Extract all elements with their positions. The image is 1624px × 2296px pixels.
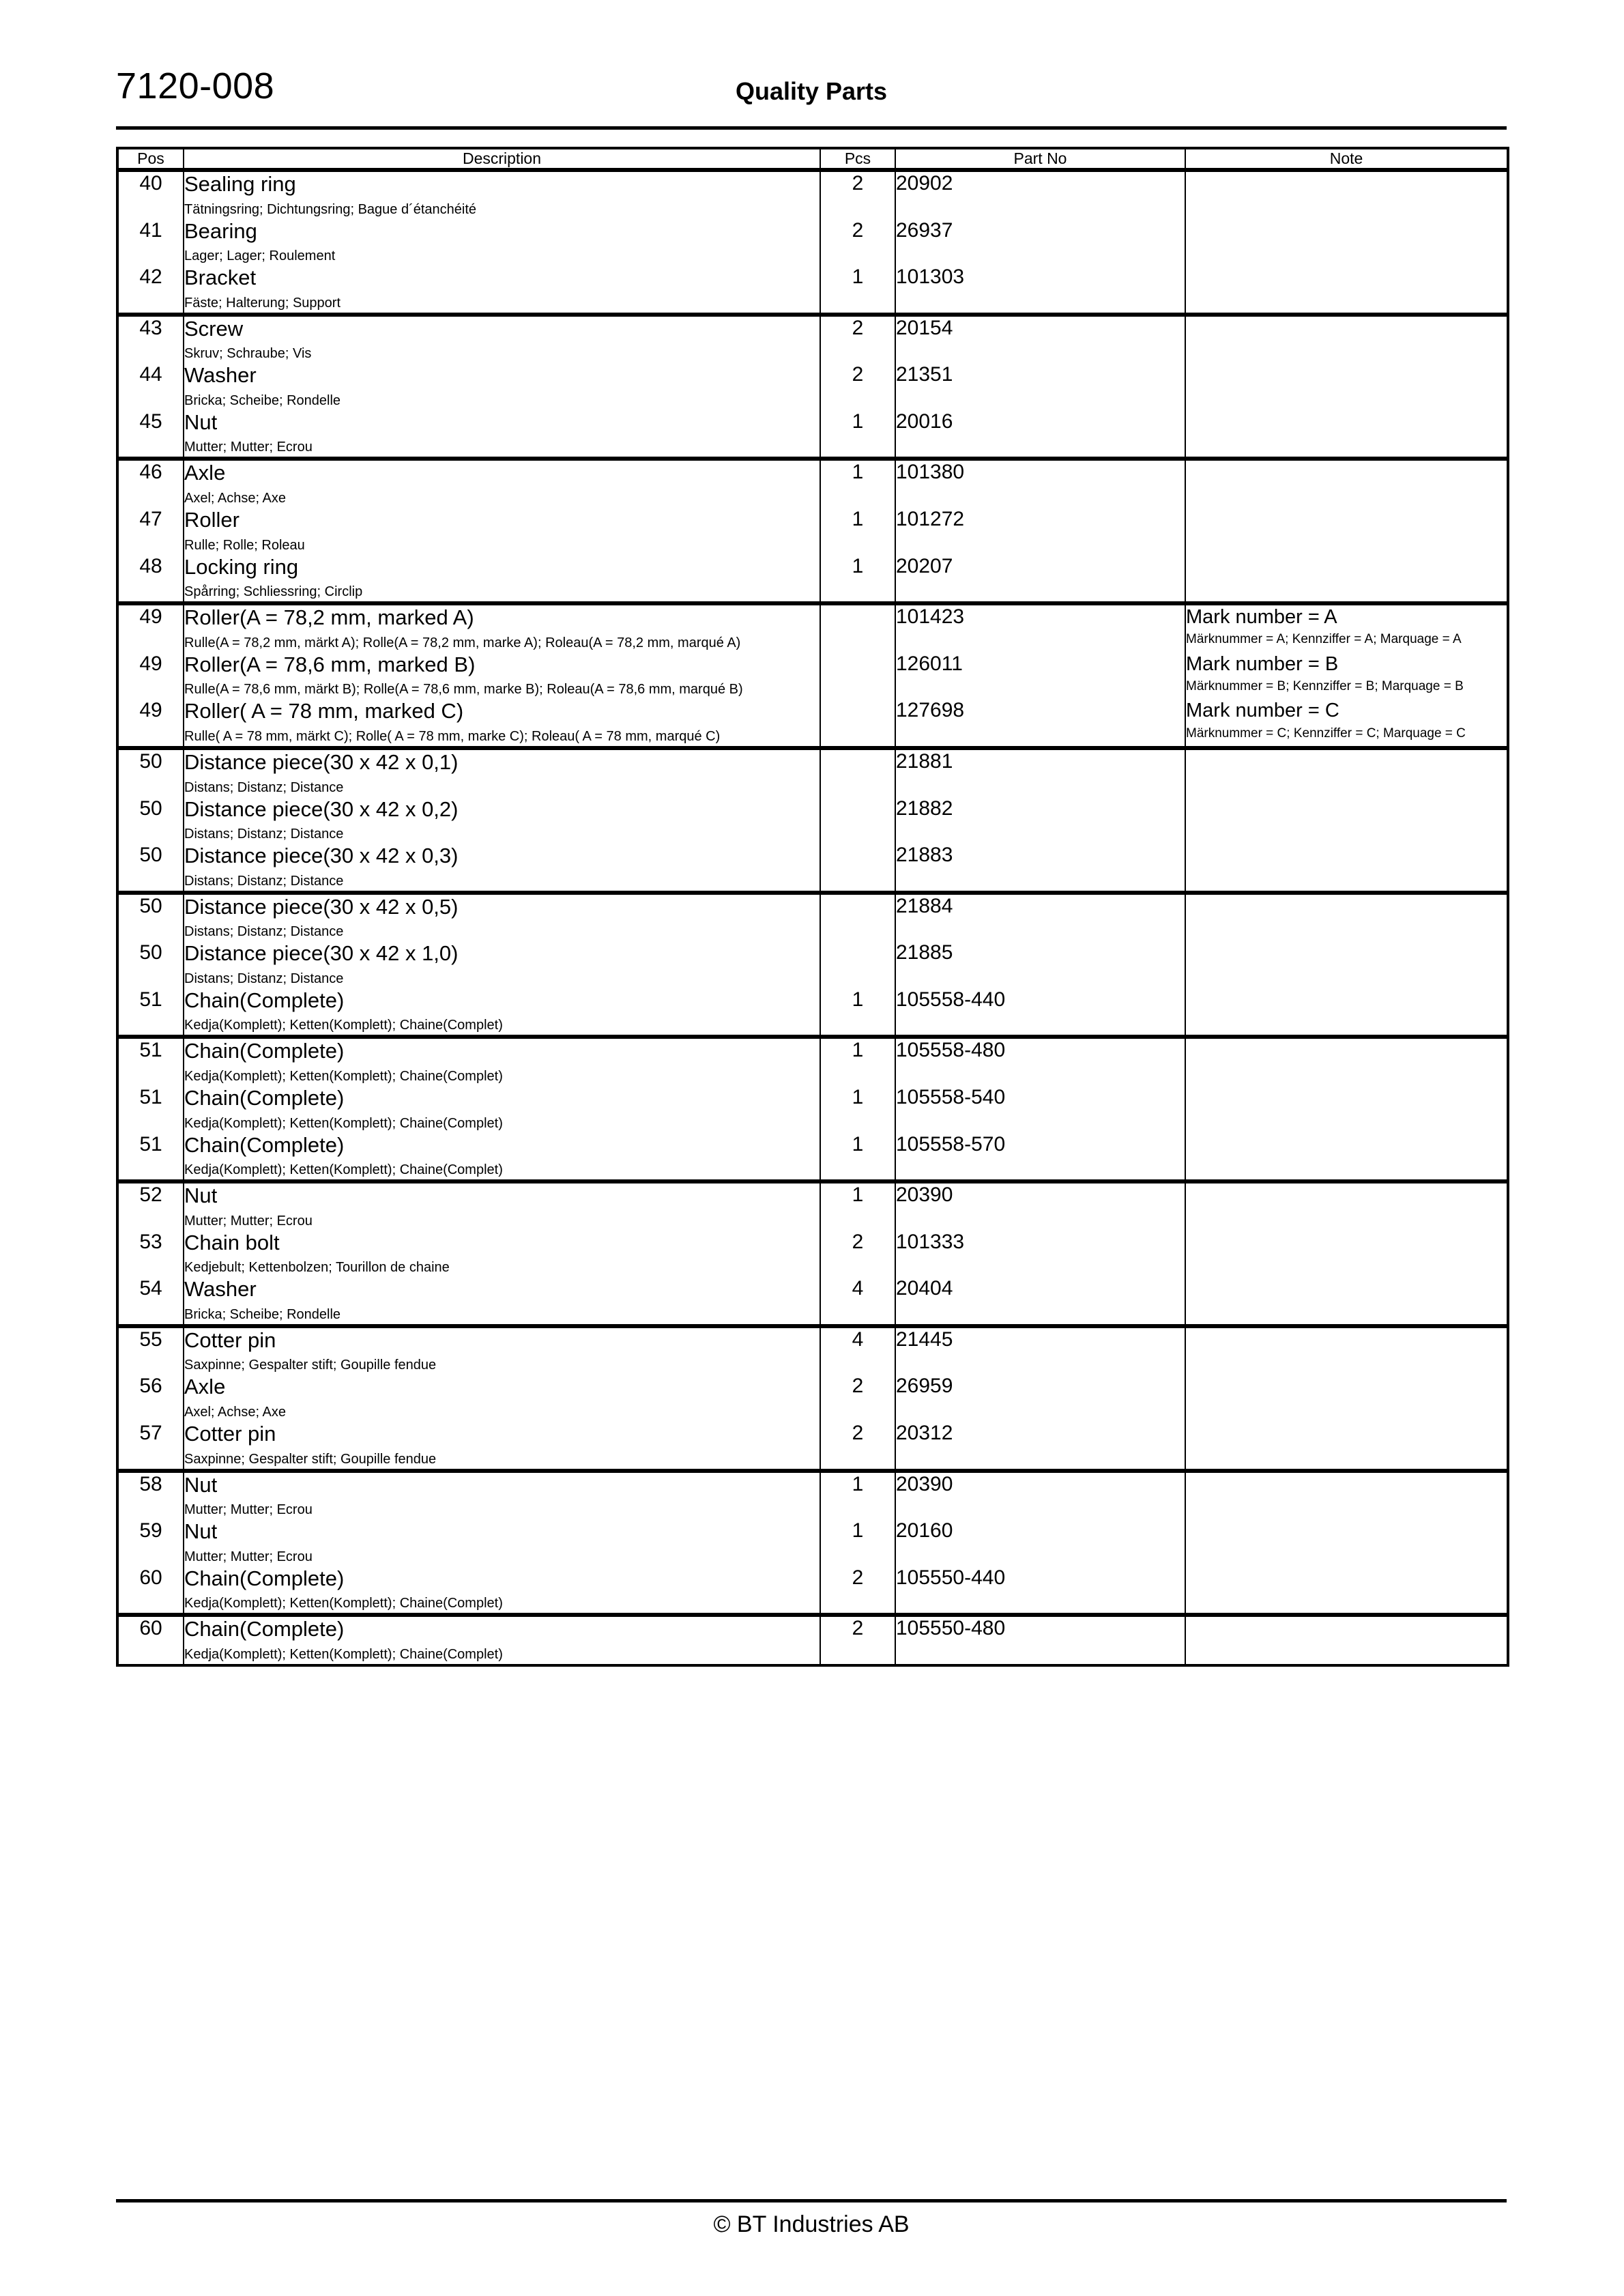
table-row <box>117 844 1508 893</box>
part-name-translations: Mutter; Mutter; Ecrou <box>184 1213 313 1229</box>
cell-pcs: 1 <box>820 508 895 555</box>
cell-description <box>184 266 820 315</box>
cell-description <box>184 363 820 410</box>
part-name-translations: Spårring; Schliessring; Circlip <box>184 584 363 600</box>
cell-position: 40 <box>117 170 184 219</box>
table-row <box>117 988 1508 1037</box>
table-row <box>117 459 1508 508</box>
table-row <box>117 1231 1508 1278</box>
part-name: Cotter pin <box>184 1422 276 1446</box>
cell-pcs: 1 <box>820 1086 895 1133</box>
cell-pcs: 2 <box>820 1231 895 1278</box>
cell-pcs: 1 <box>820 1471 895 1520</box>
part-name-translations: Kedja(Komplett); Ketten(Komplett); Chaine(Complet) <box>184 1162 503 1178</box>
cell-note <box>1185 555 1508 604</box>
cell-pcs: 1 <box>820 1519 895 1566</box>
cell-note <box>1185 1519 1508 1566</box>
page-title: Quality Parts <box>735 77 888 105</box>
cell-position: 49 <box>117 603 184 652</box>
table-row <box>117 797 1508 844</box>
part-name-translations: Distans; Distanz; Distance <box>184 971 344 986</box>
cell-pcs: 4 <box>820 1277 895 1326</box>
cell-part-number: 21881 <box>895 748 1185 797</box>
cell-note <box>1185 459 1508 508</box>
table-row <box>117 1037 1508 1086</box>
part-name: Washer <box>184 363 257 388</box>
cell-description <box>184 1133 820 1182</box>
part-name: Nut <box>184 1472 218 1497</box>
part-name: Roller(A = 78,6 mm, marked B) <box>184 652 476 676</box>
part-name: Sealing ring <box>184 172 296 196</box>
cell-pcs: 2 <box>820 315 895 364</box>
cell-note <box>1185 410 1508 459</box>
part-name-translations: Mutter; Mutter; Ecrou <box>184 1549 313 1564</box>
column-header-note: Note <box>1185 148 1508 170</box>
part-name: Axle <box>184 1375 226 1399</box>
column-header-description: Description <box>184 148 820 170</box>
table-row <box>117 266 1508 315</box>
cell-note <box>1185 1566 1508 1616</box>
part-name-translations: Axel; Achse; Axe <box>184 491 286 506</box>
table-row <box>117 1086 1508 1133</box>
table-row <box>117 893 1508 942</box>
cell-position: 54 <box>117 1277 184 1326</box>
footer-divider <box>116 2199 1507 2202</box>
part-name-translations: Rulle( A = 78 mm, märkt C); Rolle( A = 78 mm, marke C); Roleau( A = 78 mm, marqué C) <box>184 728 721 744</box>
part-name-translations: Rulle(A = 78,2 mm, märkt A); Rolle(A = 78,2 mm, marke A); Roleau(A = 78,2 mm, marqué A) <box>184 635 741 650</box>
cell-part-number: 21883 <box>895 844 1185 893</box>
cell-description <box>184 219 820 266</box>
cell-note <box>1185 170 1508 219</box>
part-name: Locking ring <box>184 554 299 579</box>
cell-position: 50 <box>117 797 184 844</box>
part-name: Chain(Complete) <box>184 1617 345 1641</box>
cell-note <box>1185 941 1508 988</box>
cell-part-number: 101303 <box>895 266 1185 315</box>
cell-position: 46 <box>117 459 184 508</box>
part-name: Screw <box>184 316 244 341</box>
part-name: Cotter pin <box>184 1328 276 1352</box>
cell-note <box>1185 1471 1508 1520</box>
cell-note <box>1185 1375 1508 1422</box>
cell-part-number: 21445 <box>895 1326 1185 1375</box>
cell-description <box>184 410 820 459</box>
cell-part-number: 20390 <box>895 1471 1185 1520</box>
note-translations: Märknummer = B; Kennziffer = B; Marquage = B <box>1186 679 1464 693</box>
cell-position: 49 <box>117 699 184 748</box>
cell-position: 43 <box>117 315 184 364</box>
cell-note <box>1185 603 1508 652</box>
cell-pcs: 1 <box>820 459 895 508</box>
part-name-translations: Lager; Lager; Roulement <box>184 248 336 264</box>
cell-note <box>1185 1086 1508 1133</box>
cell-position: 50 <box>117 844 184 893</box>
cell-note <box>1185 1181 1508 1231</box>
cell-position: 41 <box>117 219 184 266</box>
cell-pcs: 1 <box>820 988 895 1037</box>
cell-position: 47 <box>117 508 184 555</box>
part-name-translations: Axel; Achse; Axe <box>184 1405 286 1420</box>
cell-part-number: 21882 <box>895 797 1185 844</box>
cell-note <box>1185 1277 1508 1326</box>
part-name-translations: Bricka; Scheibe; Rondelle <box>184 1306 341 1322</box>
part-name: Nut <box>184 410 218 434</box>
cell-part-number: 105550-480 <box>895 1615 1185 1665</box>
cell-note <box>1185 1231 1508 1278</box>
column-header-pos: Pos <box>117 148 184 170</box>
table-row <box>117 1615 1508 1665</box>
cell-description <box>184 1422 820 1471</box>
cell-part-number: 101272 <box>895 508 1185 555</box>
cell-part-number: 26937 <box>895 219 1185 266</box>
cell-part-number: 105558-480 <box>895 1037 1185 1086</box>
cell-note <box>1185 797 1508 844</box>
part-name: Distance piece(30 x 42 x 0,2) <box>184 797 459 821</box>
table-row <box>117 1422 1508 1471</box>
table-row <box>117 1375 1508 1422</box>
cell-description <box>184 844 820 893</box>
cell-position: 50 <box>117 748 184 797</box>
cell-description <box>184 459 820 508</box>
cell-part-number: 105558-540 <box>895 1086 1185 1133</box>
cell-note <box>1185 748 1508 797</box>
cell-pcs: 1 <box>820 410 895 459</box>
part-name-translations: Kedja(Komplett); Ketten(Komplett); Chaine(Complet) <box>184 1596 503 1611</box>
cell-note <box>1185 315 1508 364</box>
cell-pcs <box>820 797 895 844</box>
part-name: Chain(Complete) <box>184 988 345 1012</box>
part-name-translations: Kedja(Komplett); Ketten(Komplett); Chaine(Complet) <box>184 1018 503 1033</box>
table-row <box>117 410 1508 459</box>
cell-description <box>184 1277 820 1326</box>
cell-part-number: 20390 <box>895 1181 1185 1231</box>
cell-pcs <box>820 893 895 942</box>
cell-note <box>1185 363 1508 410</box>
cell-description <box>184 748 820 797</box>
cell-pcs <box>820 844 895 893</box>
cell-part-number: 20902 <box>895 170 1185 219</box>
cell-pcs: 2 <box>820 1375 895 1422</box>
table-body <box>117 170 1508 1665</box>
cell-position: 51 <box>117 1086 184 1133</box>
footer-copyright: © BT Industries AB <box>713 2211 910 2237</box>
part-name-translations: Fäste; Halterung; Support <box>184 295 341 311</box>
cell-note <box>1185 893 1508 942</box>
cell-position: 44 <box>117 363 184 410</box>
part-name: Distance piece(30 x 42 x 0,5) <box>184 894 459 919</box>
table-row <box>117 219 1508 266</box>
part-name: Chain bolt <box>184 1230 280 1254</box>
table-row <box>117 1471 1508 1520</box>
cell-note <box>1185 652 1508 700</box>
cell-note <box>1185 1615 1508 1665</box>
cell-pcs: 2 <box>820 363 895 410</box>
cell-description <box>184 508 820 555</box>
cell-description <box>184 315 820 364</box>
cell-description <box>184 1326 820 1375</box>
cell-part-number: 26959 <box>895 1375 1185 1422</box>
part-name-translations: Rulle(A = 78,6 mm, märkt B); Rolle(A = 78,6 mm, marke B); Roleau(A = 78,6 mm, marqué B) <box>184 682 743 698</box>
part-name-translations: Mutter; Mutter; Ecrou <box>184 440 313 455</box>
table-row <box>117 555 1508 604</box>
table-row <box>117 315 1508 364</box>
cell-pcs <box>820 699 895 748</box>
cell-pcs: 2 <box>820 1422 895 1471</box>
part-name-translations: Distans; Distanz; Distance <box>184 779 344 795</box>
note-translations: Märknummer = C; Kennziffer = C; Marquage = C <box>1186 726 1466 741</box>
cell-pcs <box>820 652 895 700</box>
table-row <box>117 603 1508 652</box>
cell-description <box>184 1181 820 1231</box>
cell-part-number: 21884 <box>895 893 1185 942</box>
cell-pcs <box>820 603 895 652</box>
cell-part-number: 20207 <box>895 555 1185 604</box>
table-row <box>117 170 1508 219</box>
cell-position: 53 <box>117 1231 184 1278</box>
cell-description <box>184 1471 820 1520</box>
document-code: 7120-008 <box>116 66 275 106</box>
cell-description <box>184 652 820 700</box>
part-name-translations: Distans; Distanz; Distance <box>184 924 344 940</box>
part-name-translations: Distans; Distanz; Distance <box>184 827 344 842</box>
part-name-translations: Distans; Distanz; Distance <box>184 873 344 889</box>
cell-description <box>184 555 820 604</box>
cell-position: 50 <box>117 893 184 942</box>
part-name: Bracket <box>184 266 257 290</box>
note-text: Mark number = A <box>1186 606 1337 629</box>
note-text: Mark number = C <box>1186 700 1339 722</box>
cell-note <box>1185 1422 1508 1471</box>
cell-pcs <box>820 748 895 797</box>
cell-note <box>1185 219 1508 266</box>
cell-part-number: 105550-440 <box>895 1566 1185 1616</box>
cell-pcs: 2 <box>820 219 895 266</box>
cell-pcs: 1 <box>820 1037 895 1086</box>
cell-part-number: 126011 <box>895 652 1185 700</box>
part-name-translations: Kedjebult; Kettenbolzen; Tourillon de chaine <box>184 1260 450 1276</box>
cell-part-number: 20312 <box>895 1422 1185 1471</box>
cell-pcs <box>820 941 895 988</box>
cell-description <box>184 941 820 988</box>
part-name-translations: Bricka; Scheibe; Rondelle <box>184 392 341 408</box>
table-row <box>117 1133 1508 1182</box>
cell-pcs: 1 <box>820 1133 895 1182</box>
part-name-translations: Saxpinne; Gespalter stift; Goupille fendue <box>184 1358 437 1373</box>
cell-note <box>1185 1326 1508 1375</box>
parts-table <box>116 147 1509 1667</box>
part-name: Axle <box>184 461 226 485</box>
cell-part-number: 21351 <box>895 363 1185 410</box>
cell-position: 58 <box>117 1471 184 1520</box>
cell-position: 51 <box>117 988 184 1037</box>
cell-part-number: 101333 <box>895 1231 1185 1278</box>
cell-part-number: 105558-440 <box>895 988 1185 1037</box>
cell-note <box>1185 508 1508 555</box>
part-name: Distance piece(30 x 42 x 0,1) <box>184 749 459 774</box>
cell-pcs: 1 <box>820 266 895 315</box>
part-name: Nut <box>184 1183 218 1208</box>
cell-part-number: 21885 <box>895 941 1185 988</box>
part-name: Roller( A = 78 mm, marked C) <box>184 699 464 723</box>
table-row <box>117 652 1508 700</box>
cell-pcs: 4 <box>820 1326 895 1375</box>
part-name-translations: Saxpinne; Gespalter stift; Goupille fendue <box>184 1451 437 1467</box>
cell-description <box>184 893 820 942</box>
cell-position: 56 <box>117 1375 184 1422</box>
table-row <box>117 1181 1508 1231</box>
cell-pcs: 1 <box>820 555 895 604</box>
cell-description <box>184 1086 820 1133</box>
cell-position: 60 <box>117 1615 184 1665</box>
part-name: Chain(Complete) <box>184 1566 345 1590</box>
cell-pcs: 2 <box>820 170 895 219</box>
part-name: Roller <box>184 508 240 532</box>
part-name-translations: Skruv; Schraube; Vis <box>184 346 312 362</box>
cell-position: 50 <box>117 941 184 988</box>
cell-note <box>1185 1133 1508 1182</box>
column-header-pcs: Pcs <box>820 148 895 170</box>
table-row <box>117 1566 1508 1616</box>
note-text: Mark number = B <box>1186 652 1339 675</box>
cell-description <box>184 1231 820 1278</box>
cell-position: 52 <box>117 1181 184 1231</box>
table-row <box>117 1519 1508 1566</box>
part-name-translations: Kedja(Komplett); Ketten(Komplett); Chaine(Complet) <box>184 1068 503 1084</box>
table-header-row <box>117 148 1508 170</box>
cell-position: 48 <box>117 555 184 604</box>
column-header-part-no: Part No <box>895 148 1185 170</box>
part-name: Washer <box>184 1277 257 1302</box>
part-name: Bearing <box>184 218 257 243</box>
cell-part-number: 105558-570 <box>895 1133 1185 1182</box>
cell-note <box>1185 699 1508 748</box>
table-row <box>117 363 1508 410</box>
cell-position: 55 <box>117 1326 184 1375</box>
cell-part-number: 127698 <box>895 699 1185 748</box>
part-name: Chain(Complete) <box>184 1085 345 1110</box>
cell-description <box>184 170 820 219</box>
cell-pcs: 2 <box>820 1615 895 1665</box>
part-name: Distance piece(30 x 42 x 1,0) <box>184 941 459 966</box>
table-row <box>117 1326 1508 1375</box>
cell-part-number: 20154 <box>895 315 1185 364</box>
cell-pcs: 1 <box>820 1181 895 1231</box>
cell-part-number: 101380 <box>895 459 1185 508</box>
cell-description <box>184 1615 820 1665</box>
cell-pcs: 2 <box>820 1566 895 1616</box>
part-name-translations: Mutter; Mutter; Ecrou <box>184 1502 313 1518</box>
table-header <box>117 148 1508 170</box>
header-divider <box>116 126 1507 130</box>
cell-position: 42 <box>117 266 184 315</box>
table-row <box>117 748 1508 797</box>
part-name: Distance piece(30 x 42 x 0,3) <box>184 844 459 868</box>
cell-description <box>184 1519 820 1566</box>
cell-part-number: 101423 <box>895 603 1185 652</box>
part-name-translations: Kedja(Komplett); Ketten(Komplett); Chaine(Complet) <box>184 1646 503 1662</box>
part-name-translations: Tätningsring; Dichtungsring; Bague d´étanchéité <box>184 201 477 217</box>
table-row <box>117 508 1508 555</box>
cell-description <box>184 797 820 844</box>
cell-description <box>184 699 820 748</box>
cell-part-number: 20160 <box>895 1519 1185 1566</box>
note-translations: Märknummer = A; Kennziffer = A; Marquage = A <box>1186 632 1462 647</box>
part-name: Roller(A = 78,2 mm, marked A) <box>184 605 474 630</box>
table-row <box>117 1277 1508 1326</box>
cell-part-number: 20404 <box>895 1277 1185 1326</box>
cell-description <box>184 1375 820 1422</box>
cell-description <box>184 1037 820 1086</box>
cell-position: 59 <box>117 1519 184 1566</box>
cell-position: 57 <box>117 1422 184 1471</box>
cell-note <box>1185 988 1508 1037</box>
part-name: Chain(Complete) <box>184 1039 345 1063</box>
cell-description <box>184 988 820 1037</box>
part-name: Nut <box>184 1519 218 1544</box>
part-name-translations: Rulle; Rolle; Roleau <box>184 537 305 553</box>
part-name: Chain(Complete) <box>184 1132 345 1157</box>
table-row <box>117 699 1508 748</box>
table-row <box>117 941 1508 988</box>
cell-position: 49 <box>117 652 184 700</box>
cell-position: 60 <box>117 1566 184 1616</box>
cell-description <box>184 603 820 652</box>
cell-position: 51 <box>117 1133 184 1182</box>
cell-position: 45 <box>117 410 184 459</box>
cell-note <box>1185 844 1508 893</box>
cell-description <box>184 1566 820 1616</box>
cell-part-number: 20016 <box>895 410 1185 459</box>
part-name-translations: Kedja(Komplett); Ketten(Komplett); Chaine(Complet) <box>184 1115 503 1131</box>
cell-position: 51 <box>117 1037 184 1086</box>
cell-note <box>1185 1037 1508 1086</box>
cell-note <box>1185 266 1508 315</box>
